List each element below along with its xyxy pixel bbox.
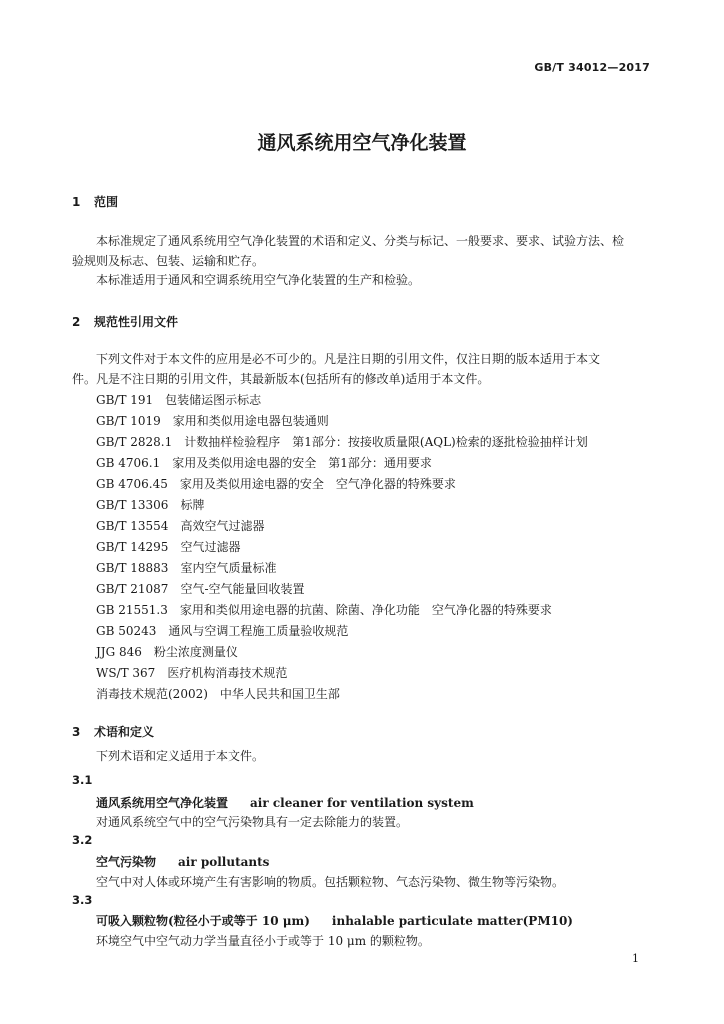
- reference-item: GB 4706.1 家用及类似用途电器的安全 第1部分：通用要求: [96, 456, 432, 470]
- paragraph-line: 本标准规定了通风系统用空气净化装置的术语和定义、分类与标记、一般要求、要求、试验方法、检: [96, 234, 625, 248]
- section-number: 2: [72, 315, 81, 329]
- section-number: 3: [72, 725, 81, 739]
- reference-item: GB/T 14295 空气过滤器: [96, 540, 241, 554]
- term-en: air cleaner for ventilation system: [250, 796, 474, 810]
- standard-number: GB/T 34012—2017: [534, 61, 650, 74]
- section-title: 规范性引用文件: [94, 315, 179, 329]
- term-number: 3.1: [72, 773, 93, 787]
- document-title: 通风系统用空气净化装置: [257, 132, 467, 154]
- reference-item: GB 21551.3 家用和类似用途电器的抗菌、除菌、净化功能 空气净化器的特殊要求: [96, 603, 552, 617]
- term-number: 3.2: [72, 833, 93, 847]
- reference-item: GB/T 2828.1 计数抽样检验程序 第1部分：按接收质量限(AQL)检索的逐批检验抽样计划: [96, 435, 588, 449]
- reference-item: JJG 846 粉尘浓度测量仪: [96, 645, 238, 659]
- paragraph-line: 件。凡是不注日期的引用文件，其最新版本(包括所有的修改单)适用于本文件。: [72, 372, 490, 386]
- reference-item: GB/T 18883 室内空气质量标准: [96, 561, 277, 575]
- reference-item: GB/T 191 包装储运图示标志: [96, 393, 262, 407]
- section-number: 1: [72, 195, 81, 209]
- paragraph-line: 下列文件对于本文件的应用是必不可少的。凡是注日期的引用文件，仅注日期的版本适用于本文: [96, 352, 601, 366]
- reference-item: WS/T 367 医疗机构消毒技术规范: [96, 666, 288, 680]
- reference-item: GB/T 21087 空气-空气能量回收装置: [96, 582, 305, 596]
- section-1-heading: [72, 193, 118, 210]
- term-definition: 对通风系统空气中的空气污染物具有一定去除能力的装置。: [96, 815, 409, 829]
- reference-item: GB/T 13554 高效空气过滤器: [96, 519, 265, 533]
- paragraph: 本标准适用于通风和空调系统用空气净化装置的生产和检验。: [96, 273, 421, 287]
- term-zh: 空气污染物: [96, 855, 157, 869]
- reference-item: 消毒技术规范(2002) 中华人民共和国卫生部: [96, 687, 340, 701]
- term-zh: 可吸入颗粒物(粒径小于或等于 10 μm): [96, 914, 310, 928]
- section-3-heading: [72, 723, 154, 740]
- term-en: inhalable particulate matter(PM10): [331, 914, 573, 928]
- reference-item: GB/T 13306 标牌: [96, 498, 205, 512]
- paragraph: 下列术语和定义适用于本文件。: [96, 749, 265, 763]
- term-heading: [96, 912, 573, 929]
- reference-item: GB 4706.45 家用及类似用途电器的安全 空气净化器的特殊要求: [96, 477, 456, 491]
- section-title: 术语和定义: [94, 725, 155, 739]
- term-zh: 通风系统用空气净化装置: [96, 796, 229, 810]
- page-number: 1: [632, 952, 639, 965]
- term-definition: 环境空气中空气动力学当量直径小于或等于 10 μm 的颗粒物。: [96, 934, 430, 948]
- term-definition: 空气中对人体或环境产生有害影响的物质。包括颗粒物、气态污染物、微生物等污染物。: [96, 875, 565, 889]
- paragraph-line: 验规则及标志、包装、运输和贮存。: [72, 254, 265, 268]
- term-heading: [96, 794, 474, 811]
- section-title: 范围: [94, 195, 119, 209]
- reference-item: GB/T 1019 家用和类似用途电器包装通则: [96, 414, 329, 428]
- term-en: air pollutants: [178, 855, 270, 869]
- section-2-heading: [72, 313, 178, 330]
- term-number: 3.3: [72, 893, 93, 907]
- term-heading: [96, 853, 269, 870]
- reference-item: GB 50243 通风与空调工程施工质量验收规范: [96, 624, 349, 638]
